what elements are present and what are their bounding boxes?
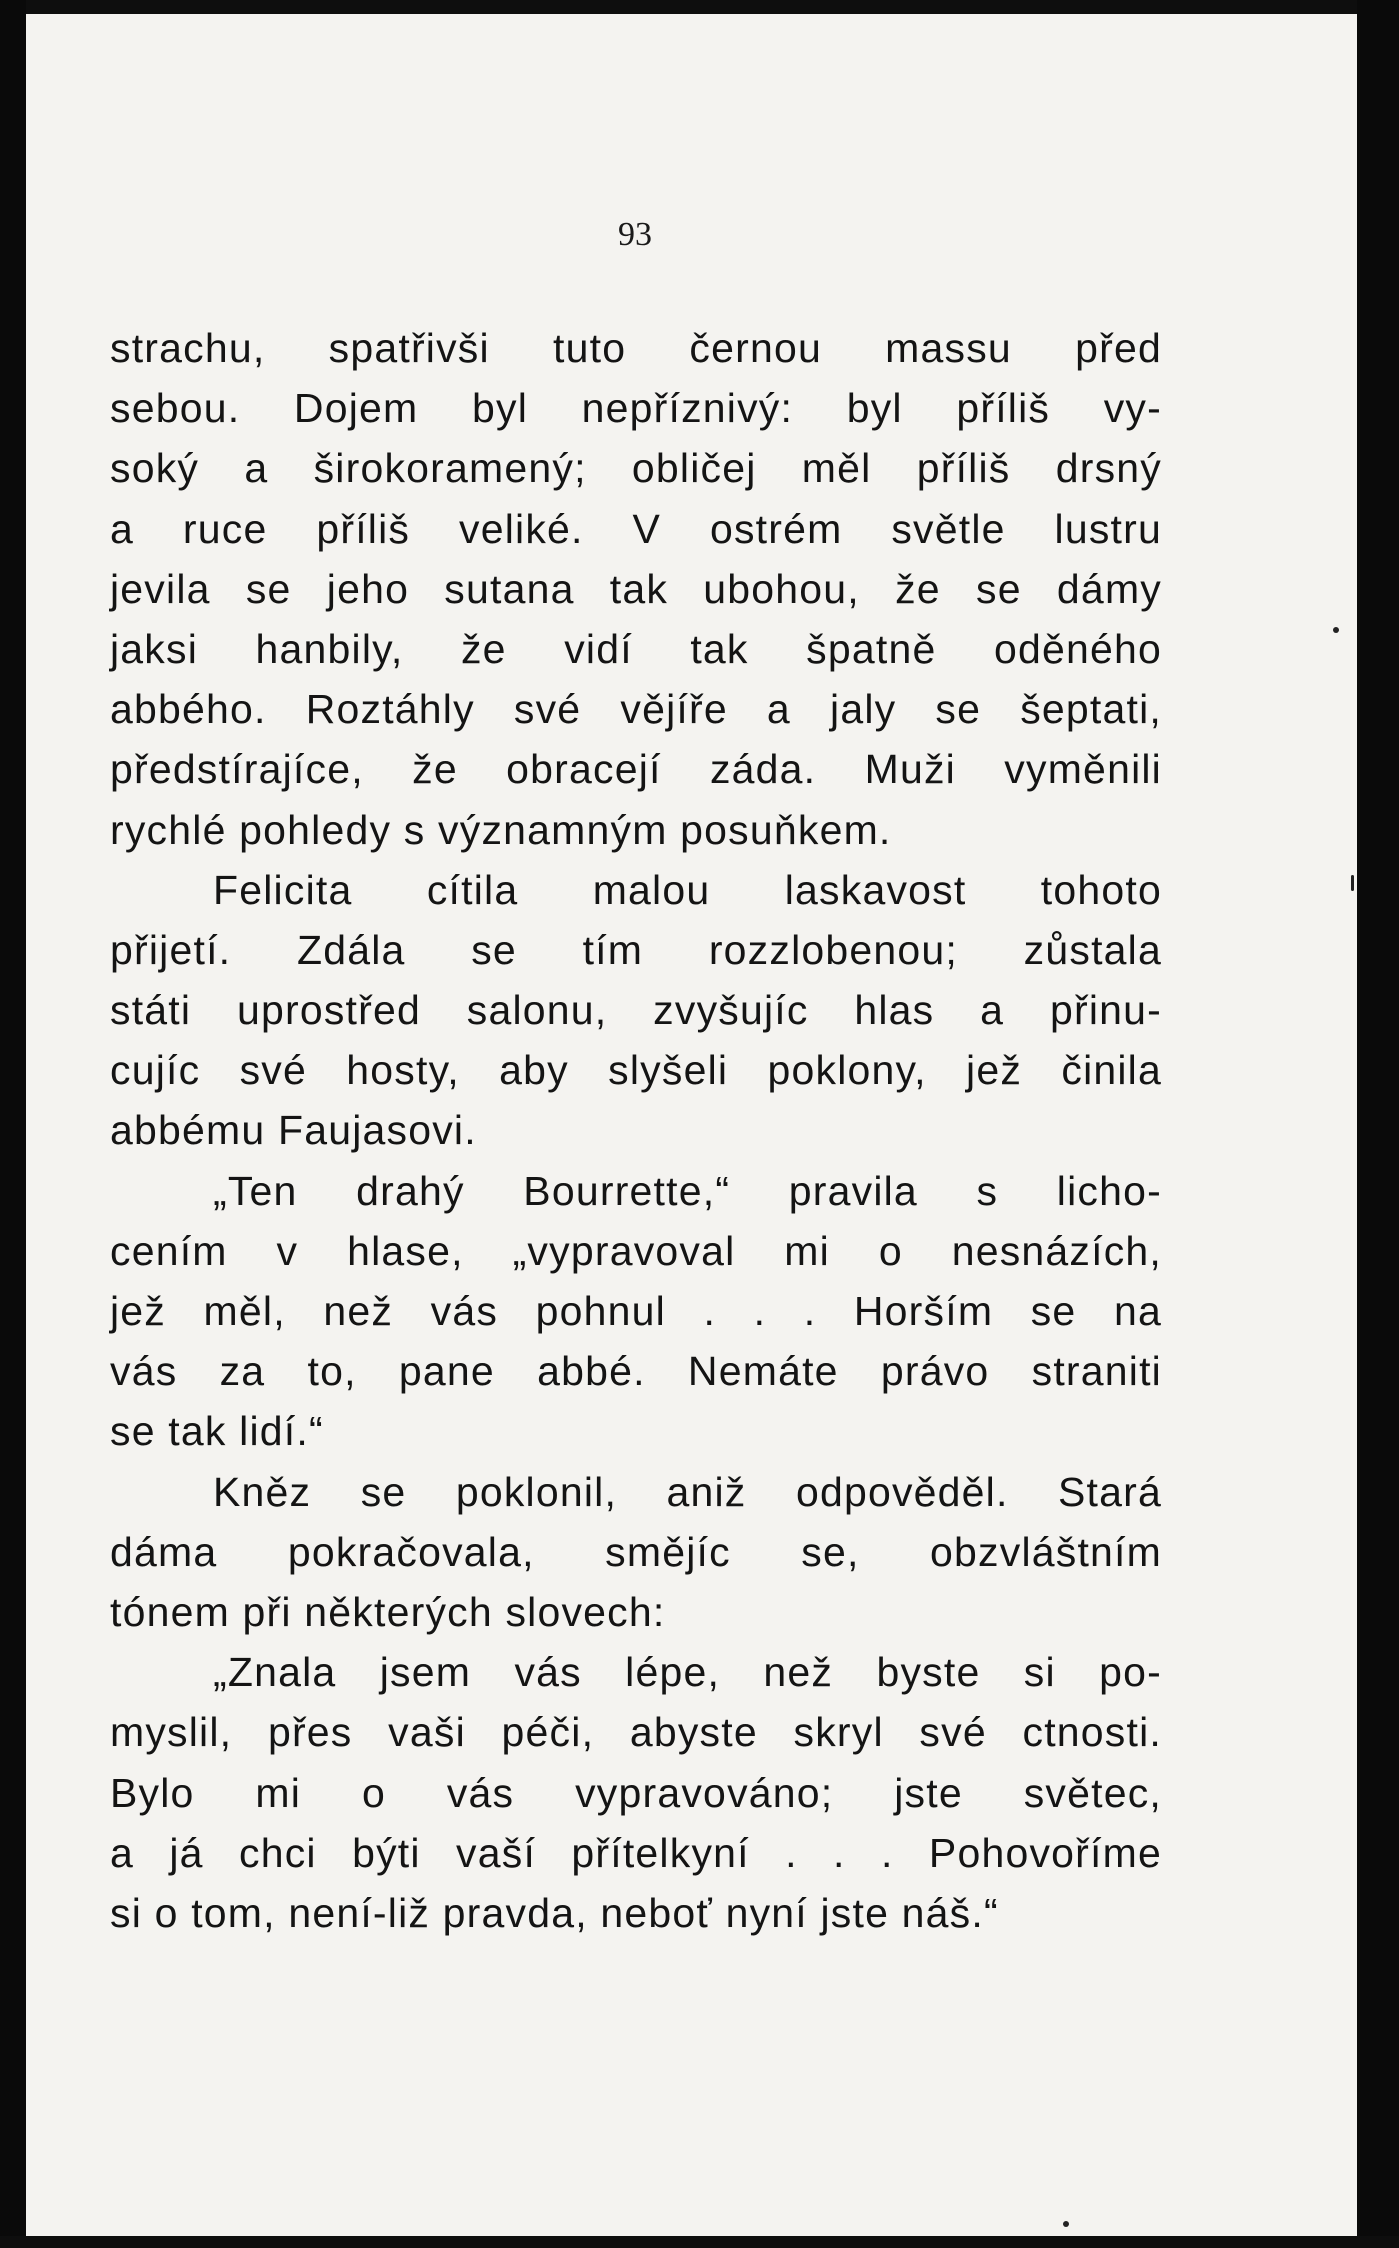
scan-speck [1063,2221,1069,2227]
text-line: jevila se jeho sutana tak ubohou, že se dámy [110,565,1162,612]
text-line: soký a širokoramený; obličej měl příliš drsný [110,445,1162,492]
text-line: cujíc své hosty, aby slyšeli poklony, jež činila [110,1047,1162,1094]
text-line: státi uprostřed salonu, zvyšujíc hlas a přinu- [110,987,1162,1034]
text-line: a já chci býti vaší přítelkyní . . . Pohovoříme [110,1829,1162,1876]
scan-border-top [0,0,1399,14]
text-line: sebou. Dojem byl nepříznivý: byl příliš vy- [110,385,1162,432]
scan-speck [1333,627,1339,633]
text-line: tónem při některých slovech: [110,1588,666,1635]
scan-border-bottom [0,2236,1399,2248]
scan-border-right [1357,0,1399,2248]
text-line: jež měl, než vás pohnul . . . Horším se na [110,1288,1162,1334]
text-line: vás za to, pane abbé. Nemáte právo straniti [110,1348,1162,1395]
text-line: jaksi hanbily, že vidí tak špatně oděného [110,625,1162,672]
text-line: Kněz se poklonil, aniž odpověděl. Stará [213,1468,1162,1515]
text-line: strachu, spatřivši tuto černou massu před [110,325,1162,371]
text-line: přijetí. Zdála se tím rozzlobenou; zůstala [110,926,1162,973]
text-line: „Znala jsem vás lépe, než byste si po- [213,1649,1162,1696]
text-line: se tak lidí.“ [110,1408,324,1455]
scan-border-left [0,0,26,2248]
text-line: Felicita cítila malou laskavost tohoto [213,866,1162,913]
text-line: abbého. Roztáhly své vějíře a jaly se šeptati, [110,686,1162,733]
text-line: „Ten drahý Bourrette,“ pravila s licho- [213,1167,1162,1214]
text-line: abbému Faujasovi. [110,1107,477,1154]
page-number: 93 [618,216,652,253]
text-line: si o tom, není-liž pravda, neboť nyní jste náš.“ [110,1889,999,1936]
text-line: Bylo mi o vás vypravováno; jste světec, [110,1769,1162,1816]
text-line: cením v hlase, „vypravoval mi o nesnázích, [110,1227,1162,1274]
body-text [110,318,1162,1943]
scan-speck [1351,875,1354,891]
text-line: dáma pokračovala, smějíc se, obzvláštním [110,1528,1162,1575]
text-line: předstírajíce, že obracejí záda. Muži vyměnili [110,746,1162,793]
text-line: a ruce příliš veliké. V ostrém světle lustru [110,505,1162,552]
text-line: rychlé pohledy s významným posuňkem. [110,806,892,853]
text-line: myslil, přes vaši péči, abyste skryl své ctnosti. [110,1709,1162,1756]
